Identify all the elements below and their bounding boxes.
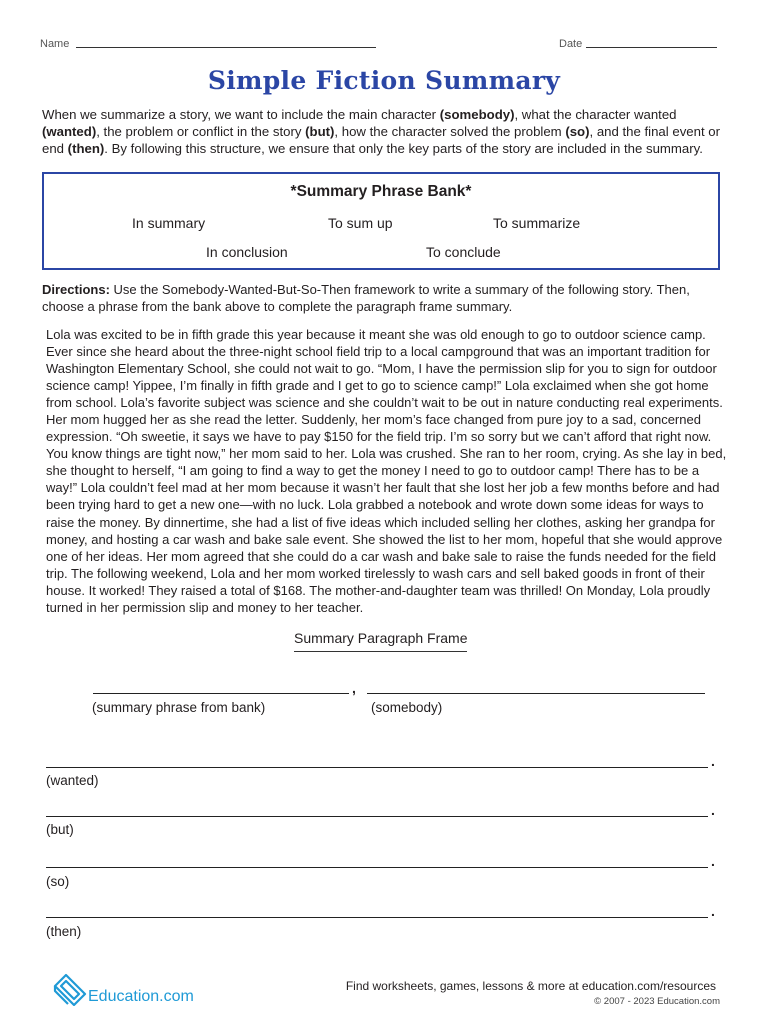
story-line: been trying hard to get a new one—with no luck. Lola grabbed a notebook and wrote down some ideas for ways to	[46, 497, 704, 513]
intro-paragraph: When we summarize a story, we want to include the main character (somebody), what the character wanted (wanted), the problem or conflict in the story (but), how the character solved the problem (so), and the final event or end (then). By following this structure, we ensure that only the key parts of the story are included in the summary.	[42, 107, 721, 156]
phrase-bank-title: *Summary Phrase Bank*	[290, 183, 472, 200]
directions-text: Use the Somebody-Wanted-But-So-Then framework to write a summary of the following story. Then, choose a phrase from the bank above to complete the paragraph frame summary.	[42, 282, 690, 314]
period-mark: .	[711, 903, 715, 919]
story-line: house. It worked! They raised a total of $168. The mother-and-daughter team was thrilled! On Monday, Lola proudly	[46, 582, 711, 598]
phrase-bank-item: In conclusion	[206, 244, 288, 260]
story-line: turned in her permission slip and money to her teacher.	[46, 599, 364, 615]
date-label: Date	[559, 38, 583, 50]
somebody-answer-line[interactable]	[367, 693, 705, 694]
footer-resources-link[interactable]: Find worksheets, games, lessons & more at education.com/resources	[345, 979, 716, 993]
story-line: way!” Lola couldn’t feel mad at her mom because it wasn’t her fault that she lost her job a few months before and had	[46, 480, 720, 496]
wanted-label: (wanted)	[46, 773, 99, 788]
frame-title-underline	[294, 651, 467, 652]
then-label: (then)	[46, 924, 82, 939]
story-line: Her mom hugged her as she read the letter. Suddenly, her mom’s face changed from pure joy to a sad, concerned	[46, 412, 701, 428]
period-mark: .	[711, 853, 715, 869]
page-title: Simple Fiction Summary	[207, 66, 561, 95]
story-line: trip. The following weekend, Lola and her mom worked tirelessly to wash cars and sell baked goods in front of their	[46, 565, 705, 581]
but-label: (but)	[46, 822, 74, 837]
wanted-answer-line[interactable]	[46, 767, 708, 768]
phrase-label: (summary phrase from bank)	[92, 700, 266, 715]
footer-brand[interactable]: Education.com	[88, 988, 194, 1005]
story-line: from school. Lola’s favorite subject was science and she couldn’t wait to be out in nature conducting real experiments.	[46, 395, 723, 411]
but-answer-line[interactable]	[46, 816, 708, 817]
story-line: one of her ideas. Her mom agreed that she could do a car wash and bake sale to raise the funds needed for the field	[46, 548, 716, 564]
phrase-bank-item: To sum up	[328, 215, 393, 231]
date-field[interactable]	[586, 47, 717, 48]
period-mark: .	[711, 802, 715, 818]
phrase-bank-box	[42, 172, 720, 270]
story-line: You know things are tight now,” her mom said to her. Lola was crushed. She ran to her room, crying. As she lay in bed,	[46, 446, 727, 462]
story-line: science camp! Yippee, I’m finally in fifth grade and I get to go to science camp!” Lola exclaimed when she got home	[46, 378, 709, 394]
story-line: she thought to herself, “I am going to find a way to get the money I need to go to outdoor camp! There has to be a	[46, 463, 700, 479]
footer-copyright: © 2007 - 2023 Education.com	[594, 996, 720, 1007]
phrase-bank-item: To conclude	[426, 244, 501, 260]
directions	[42, 281, 732, 315]
frame-title: Summary Paragraph Frame	[294, 630, 468, 646]
education-logo-icon	[52, 972, 88, 1006]
somebody-label: (somebody)	[371, 700, 443, 715]
then-answer-line[interactable]	[46, 917, 708, 918]
story-line: expression. “Oh sweetie, it says we have to pay $150 for the field trip. I’m so sorry but we can’t afford that right now.	[46, 429, 712, 445]
phrase-bank-item: To summarize	[493, 215, 581, 231]
so-label: (so)	[46, 874, 70, 889]
story-line: Washington Elementary School, she could not wait to go. “Mom, I have the permission slip for you to sign for outdoor	[46, 361, 717, 377]
name-label: Name	[40, 38, 70, 50]
phrase-answer-line[interactable]	[93, 693, 349, 694]
period-mark: .	[711, 753, 715, 769]
story-line: Ever since she heard about the three-night school field trip to a local campground that was an important tradition for	[46, 344, 711, 360]
story-line: Lola was excited to be in fifth grade this year because it meant she was old enough to go to outdoor science camp.	[46, 327, 706, 342]
directions-label: Directions:	[42, 282, 110, 297]
phrase-bank-item: In summary	[132, 215, 206, 231]
so-answer-line[interactable]	[46, 867, 708, 868]
name-field[interactable]	[76, 47, 376, 48]
comma-mark: ,	[352, 680, 356, 696]
story-passage	[46, 326, 726, 616]
story-line: money, and hosting a car wash and bake sale event. She showed the list to her mom, hopeful that she would approve	[46, 531, 723, 547]
story-line: raise the money. By dinnertime, she had a list of five ideas which included selling her clothes, asking her grandpa for	[46, 514, 715, 530]
